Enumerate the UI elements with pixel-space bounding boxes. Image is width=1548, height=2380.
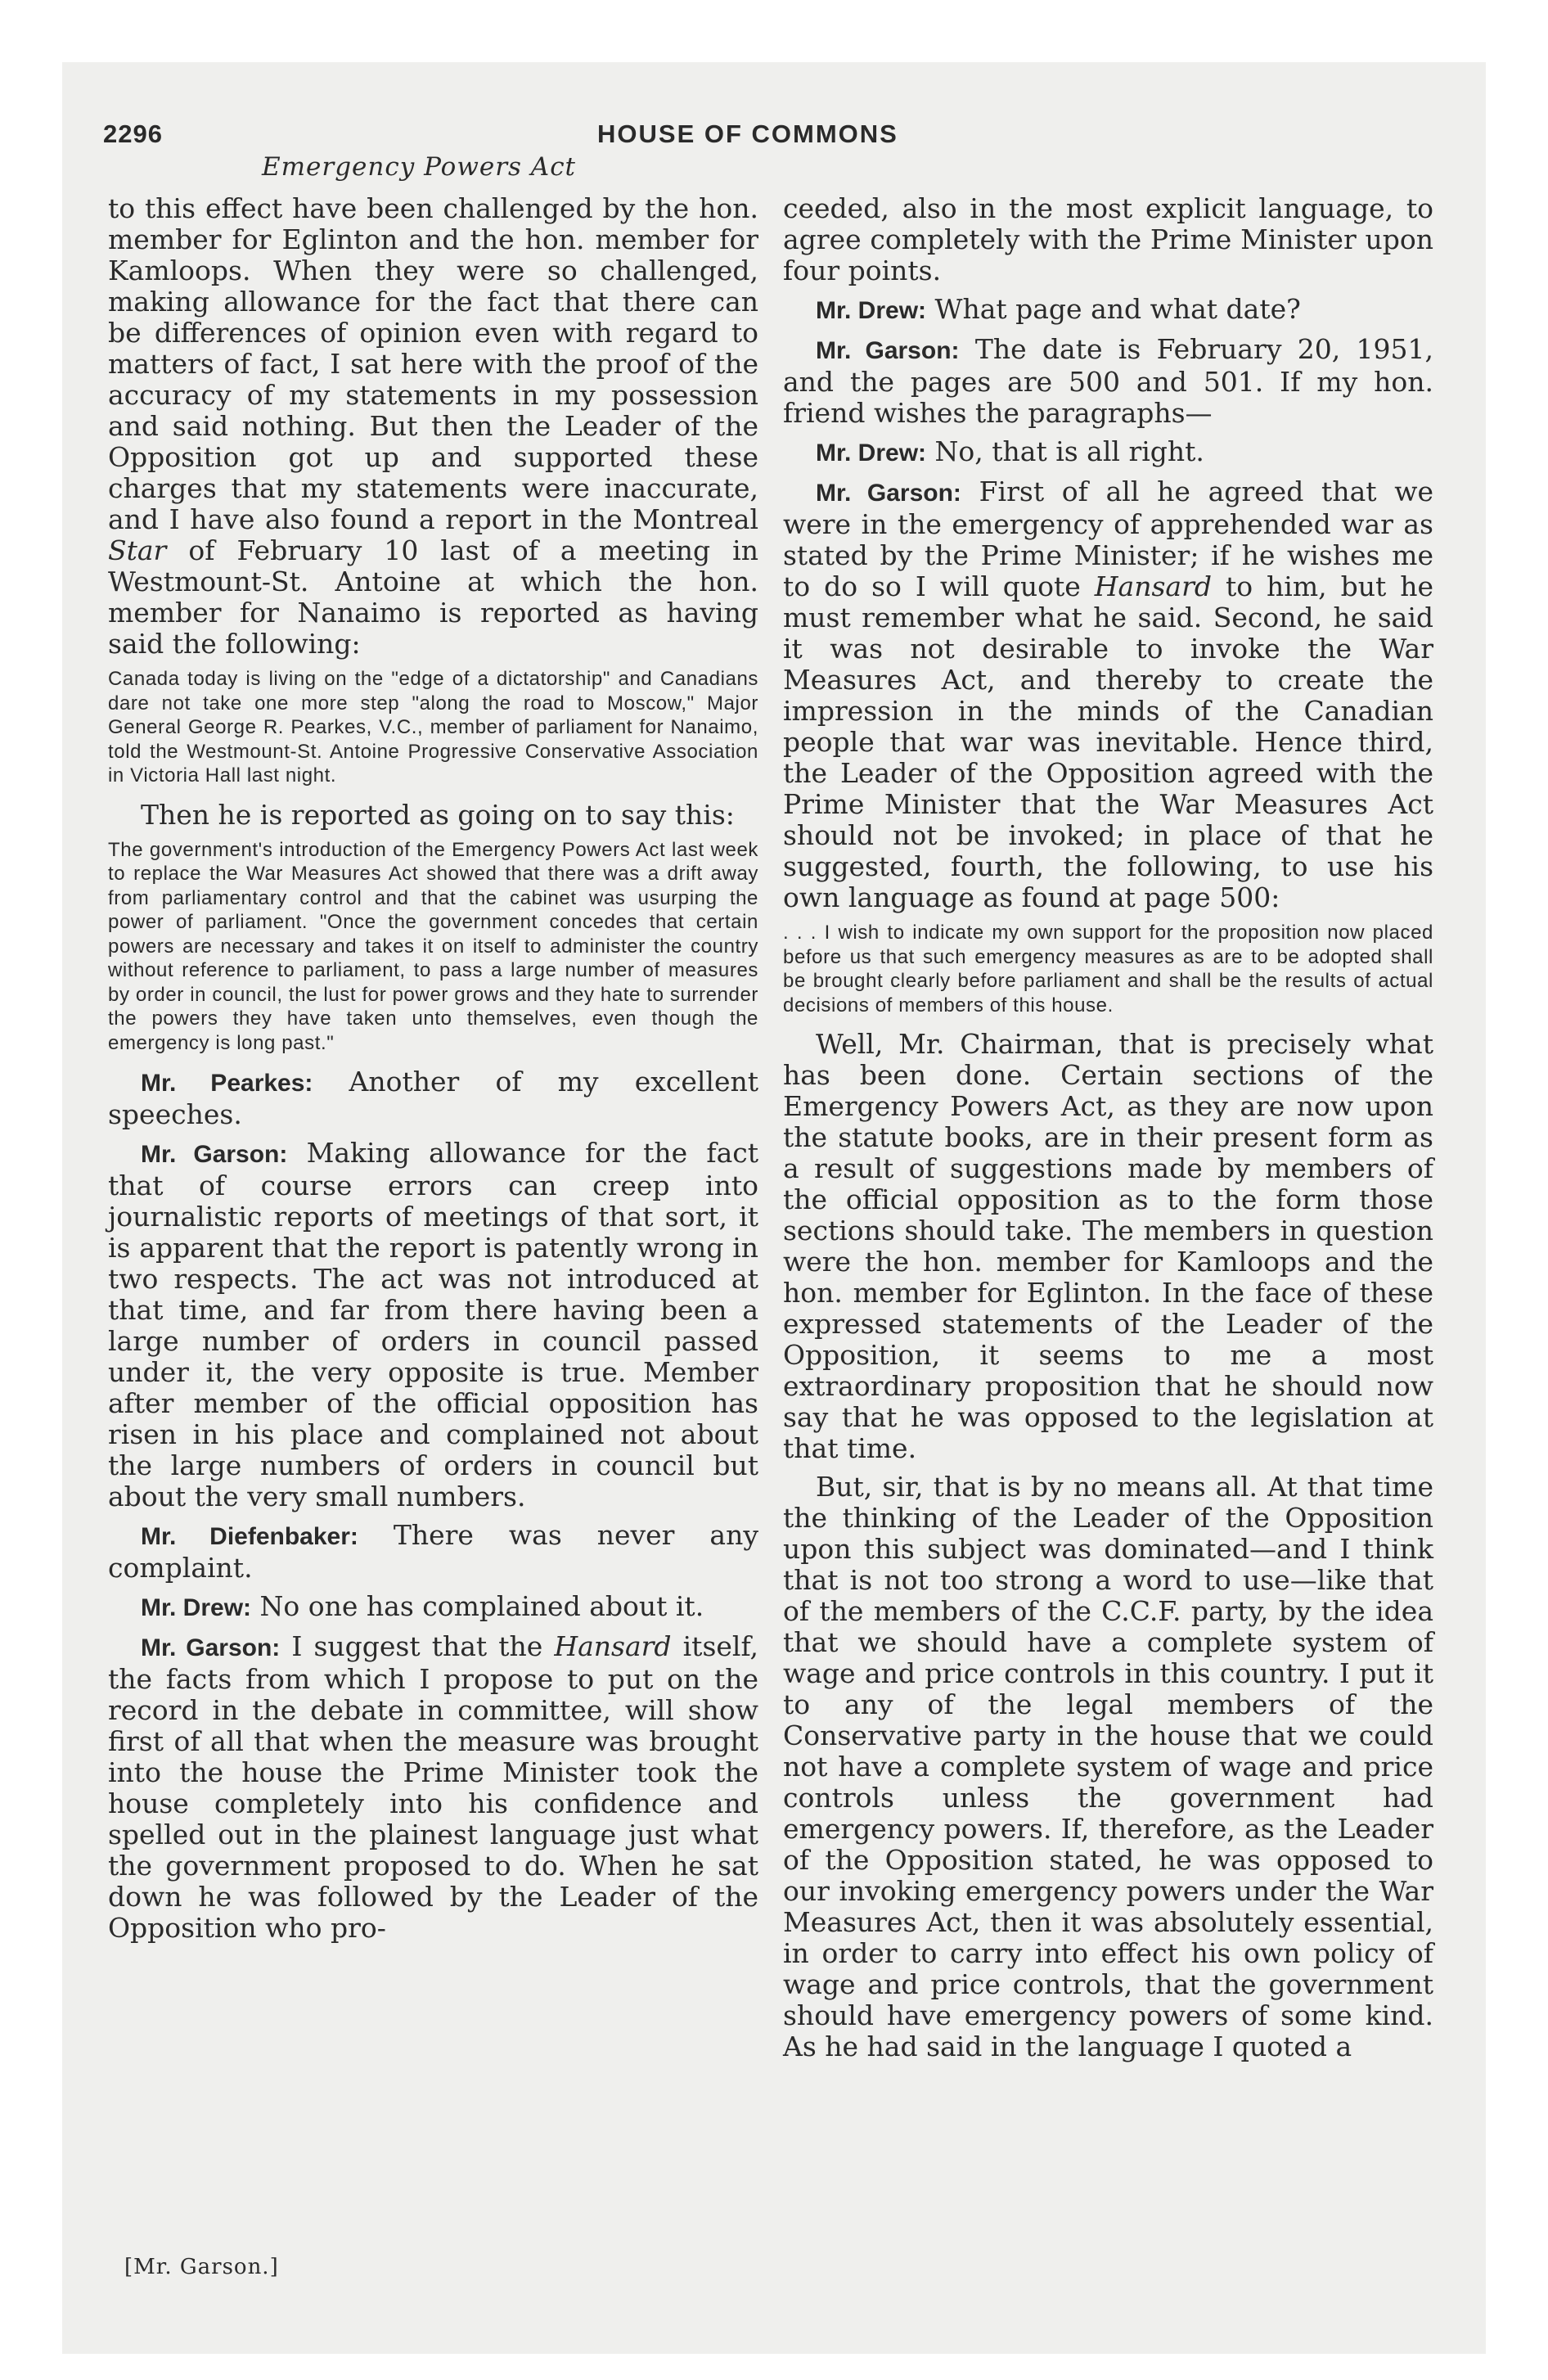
speech-text: Another of my excellent speeches. xyxy=(108,1066,759,1130)
speaker-name: Mr. Drew: xyxy=(816,439,927,467)
speaker-name: Mr. Drew: xyxy=(141,1594,252,1621)
speech-text: I suggest that the xyxy=(291,1630,543,1662)
speech-pearkes xyxy=(108,1066,758,1130)
speech-text: itself, the facts from which I propose to put on the record in the debate in committee, will show first of all that when the measure was brought into the house the Prime Minister took the house completely into his confidence and spelled out in the plainest language just what the government proposed to do. When he sat down he was followed by the Leader of the Opposition who pro- xyxy=(108,1630,758,1944)
newspaper-name: Star xyxy=(108,534,167,566)
left-column xyxy=(108,193,758,1951)
paragraph xyxy=(108,193,758,660)
paragraph: Then he is reported as going on to say this: xyxy=(141,798,735,831)
speech-text: The date is February 20, 1951, and the pages are 500 and 501. If my hon. friend wishes the paragraphs— xyxy=(783,333,1434,429)
right-column xyxy=(783,193,1433,2070)
paragraph: But, sir, that is by no means all. At that time the thinking of the Leader of the Opposition upon this subject was dominated—and I think that is not too strong a word to use—like that of the members of the C.C.F. party, by the idea that we should have a complete system of wage and price controls in this country. I put it to any of the legal members of the Conservative party in the house that we could not have a complete system of wage and price controls unless the government had emergency powers. If, therefore, as the Leader of the Opposition stated, he was opposed to our invoking emergency powers under the War Measures Act, then it was absolutely essential, in order to carry into effect his own policy of wage and price controls, that the government should have emergency powers of some kind. As he had said in the language I quoted a xyxy=(783,1471,1433,2062)
speech-text: First of all he agreed that we were in the emergency of apprehended war as stated by the Prime Minister; if he wishes me to do so I will quote xyxy=(783,476,1433,602)
page-number: 2296 xyxy=(103,119,163,148)
speaker-name: Mr. Diefenbaker: xyxy=(141,1523,358,1550)
speech-diefenbaker xyxy=(108,1520,758,1584)
block-quote: The government's introduction of the Emergency Powers Act last week to replace the War Measures Act showed that there was a drift away from parliamentary control and that the cabinet was usurping the power of parliament. "Once the government concedes that certain powers are necessary and takes it on itself to administer the country without reference to parliament, to pass a large number of measures by order in council, the lust for power grows and they hate to surrender the powers they have taken unto themselves, even though the emergency is long past." xyxy=(108,838,758,1054)
speech-garson xyxy=(108,1631,758,1944)
block-quote: Canada today is living on the "edge of a dictatorship" and Canadians dare not take one more step "along the road to Moscow," Major General George R. Pearkes, V.C., member of parliament for Nanaimo, told the Westmount-St. Antoine Progressive Conservative Association in Victoria Hall last night. xyxy=(108,668,758,787)
speech-garson xyxy=(783,334,1433,429)
speech-text: No one has complained about it. xyxy=(259,1590,704,1622)
publication-name: Hansard xyxy=(554,1630,672,1662)
speaker-attribution: [Mr. Garson.] xyxy=(124,2255,279,2279)
speech-text: There was never any complaint. xyxy=(108,1519,758,1584)
block-quote: . . . I wish to indicate my own support for the proposition now placed before us that such emergency measures as are to be adopted shall be brought clearly before parliament and shall be the results of actual decisions of members of this house. xyxy=(783,922,1433,1016)
speaker-name: Mr. Garson: xyxy=(816,337,960,364)
speaker-name: Mr. Pearkes: xyxy=(141,1070,313,1097)
speech-garson xyxy=(783,476,1433,913)
paragraph-text: of February 10 last of a meeting in Westmount-St. Antoine at which the hon. member for Nanaimo is reported as having said the following: xyxy=(108,534,758,660)
speech-drew xyxy=(108,1591,758,1624)
paragraph-text: to this effect have been challenged by the hon. member for Eglinton and the hon. member for Kamloops. When they were so challenged, making allowance for the fact that there can be differences of opinion even with regard to matters of fact, I sat here with the proof of the accuracy of my statements in my possession and said nothing. But then the Leader of the Opposition got up and supported these charges that my statements were inaccurate, and I have also found a report in the Montreal xyxy=(108,192,758,535)
speaker-name: Mr. Garson: xyxy=(816,480,961,507)
speaker-name: Mr. Drew: xyxy=(816,297,927,324)
speech-text: No, that is all right. xyxy=(934,435,1204,467)
speaker-name: Mr. Garson: xyxy=(141,1634,281,1661)
speech-drew xyxy=(783,436,1433,469)
speech-text: What page and what date? xyxy=(934,293,1301,325)
paragraph: ceeded, also in the most explicit language, to agree completely with the Prime Minister upon four points. xyxy=(783,192,1433,286)
speech-text: to him, but he must remember what he said. Second, he said it was not desirable to invoke the War Measures Act, and thereby to create the impression in the minds of the Canadian people that war was inevitable. Hence third, the Leader of the Opposition agreed with the Prime Minister that the War Measures Act should not be invoked; in place of that he suggested, fourth, the following, to use his own language as found at page 500: xyxy=(783,570,1434,913)
speech-garson xyxy=(108,1138,758,1512)
speech-text: Making allowance for the fact that of course errors can creep into journalistic reports of meetings of that sort, it is apparent that the report is patently wrong in two respects. The act was not introduced at that time, and far from there having been a large number of orders in council passed under it, the very opposite is true. Member after member of the official opposition has risen in his place and complained not about the large numbers of orders in council but about the very small numbers. xyxy=(108,1137,758,1512)
paragraph: Well, Mr. Chairman, that is precisely what has been done. Certain sections of the Emergency Powers Act, as they are now upon the statute books, are in their present form as a result of suggestions made by members of the official opposition as to the form those sections should take. The members in question were the hon. member for Kamloops and the hon. member for Eglinton. In the face of these expressed statements of the Leader of the Opposition, it seems to me a most extraordinary proposition that he should now say that he was opposed to the legislation at that time. xyxy=(783,1028,1433,1464)
publication-name: Hansard xyxy=(1094,570,1212,602)
speech-drew xyxy=(783,294,1433,327)
speaker-name: Mr. Garson: xyxy=(141,1141,288,1168)
page-title: HOUSE OF COMMONS xyxy=(597,119,898,148)
page-subject: Emergency Powers Act xyxy=(262,152,577,182)
